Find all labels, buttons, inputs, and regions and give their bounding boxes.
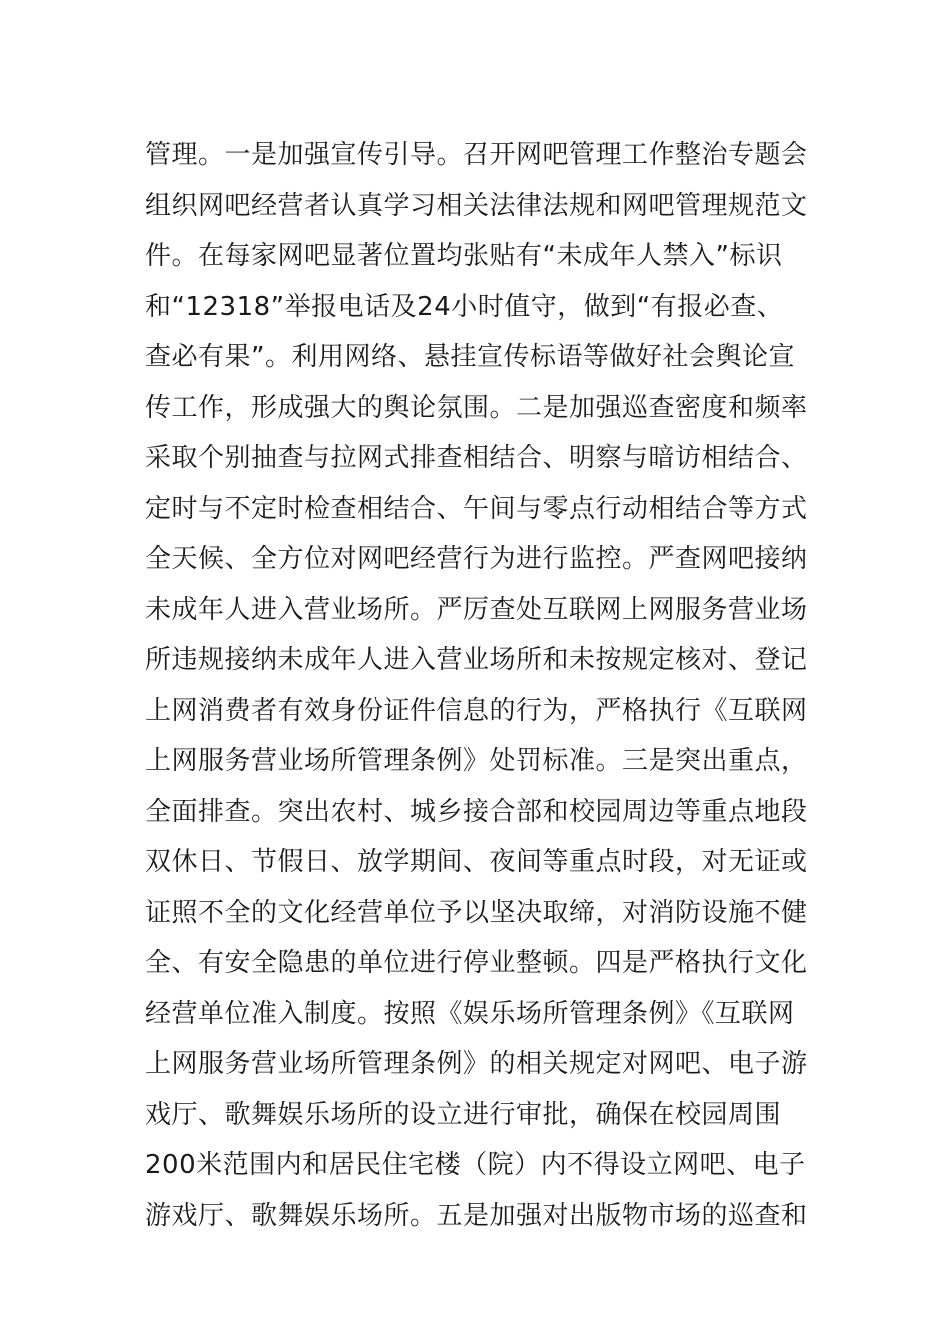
text-line: 所违规接纳未成年人进入营业场所和未按规定核对、登记 [145, 645, 808, 675]
text-line: 采取个别抽查与拉网式排查相结合、明察与暗访相结合、 [145, 443, 808, 473]
text-line: 管理。一是加强宣传引导。召开网吧管理工作整治专题会 [145, 140, 808, 170]
text-line: 全面排查。突出农村、城乡接合部和校园周边等重点地段 [145, 796, 808, 827]
text-line: 查必有果”。利用网络、悬挂宣传标语等做好社会舆论宣 [145, 342, 795, 372]
text-line: 组织网吧经营者认真学习相关法律法规和网吧管理规范文 [145, 190, 808, 221]
text-line: 和“12318”举报电话及24小时值守，做到“有报必查、 [145, 291, 784, 322]
text-line: 定时与不定时检查相结合、午间与零点行动相结合等方式 [145, 493, 808, 524]
text-line: 上网服务营业场所管理条例》的相关规定对网吧、电子游 [145, 1049, 808, 1079]
text-line: 上网消费者有效身份证件信息的行为，严格执行《互联网 [145, 695, 808, 726]
text-line: 件。在每家网吧显著位置均张贴有“未成年人禁入”标识 [145, 241, 783, 271]
body-text [145, 130, 815, 1241]
text-line: 全天候、全方位对网吧经营行为进行监控。严查网吧接纳 [145, 544, 808, 574]
text-line: 200米范围内和居民住宅楼（院）内不得设立网吧、电子 [145, 1150, 806, 1180]
text-line: 游戏厅、歌舞娱乐场所。五是加强对出版物市场的巡查和 [145, 1200, 808, 1231]
text-line: 经营单位准入制度。按照《娱乐场所管理条例》《互联网 [145, 998, 795, 1029]
text-line: 传工作，形成强大的舆论氛围。二是加强巡查密度和频率 [145, 392, 808, 423]
text-line: 全、有安全隐患的单位进行停业整顿。四是严格执行文化 [145, 948, 808, 978]
text-line: 未成年人进入营业场所。严厉查处互联网上网服务营业场 [145, 594, 808, 625]
text-line: 上网服务营业场所管理条例》处罚标准。三是突出重点， [145, 746, 808, 776]
text-line: 证照不全的文化经营单位予以坚决取缔，对消防设施不健 [145, 897, 808, 928]
text-line: 双休日、节假日、放学期间、夜间等重点时段，对无证或 [145, 847, 808, 877]
text-line: 戏厅、歌舞娱乐场所的设立进行审批，确保在校园周围 [145, 1099, 782, 1130]
